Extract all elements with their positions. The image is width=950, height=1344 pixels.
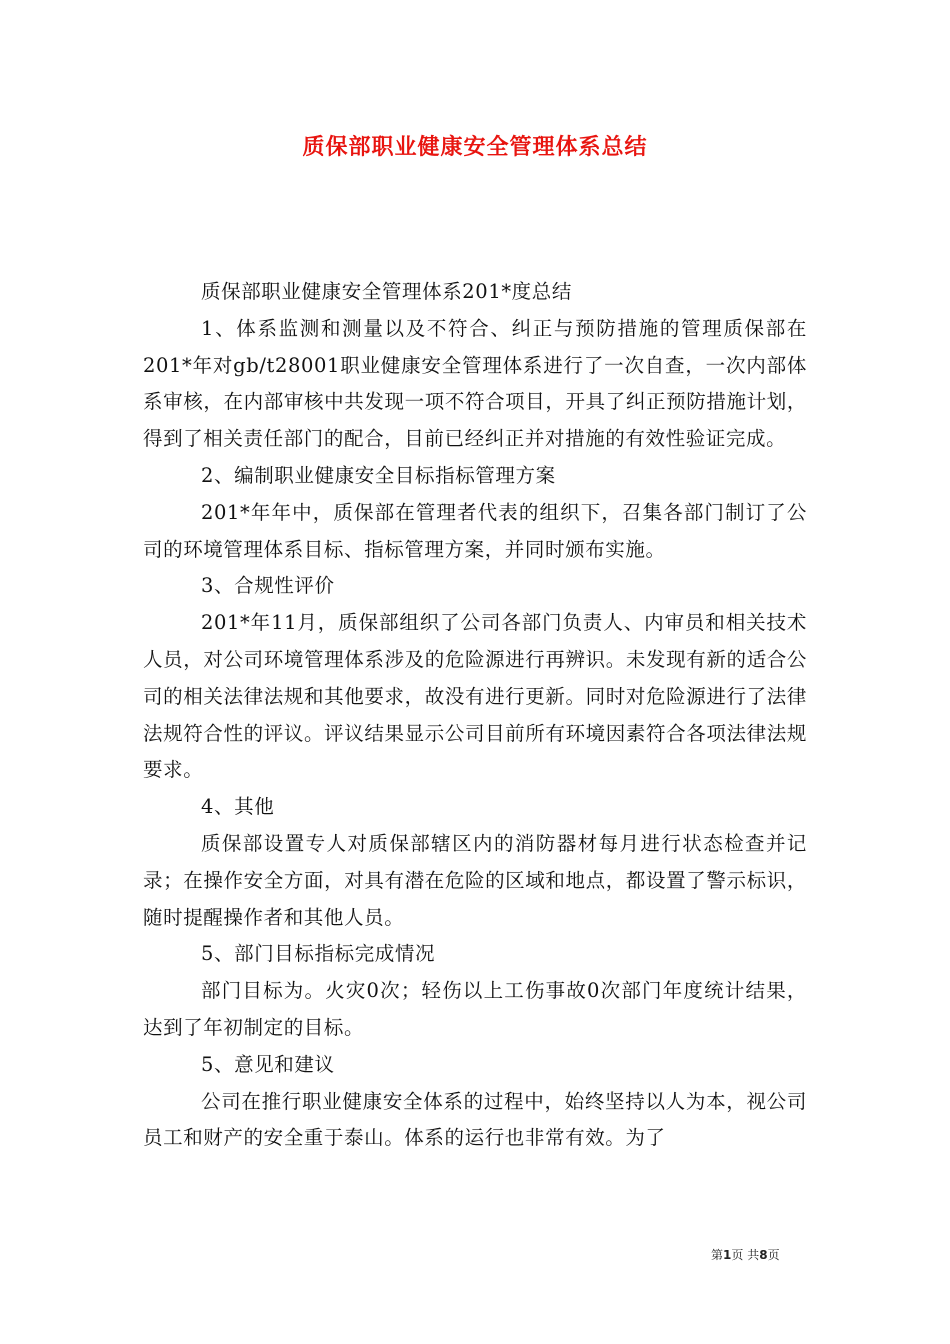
document-body (143, 274, 807, 1157)
page-footer (711, 1247, 811, 1263)
paragraph-section-1: 1、体系监测和测量以及不符合、纠正与预防措施的管理质保部在201*年对gb/t28001职业健康安全管理体系进行了一次自查，一次内部体系审核，在内部审核中共发现一项不符合项目，开具了纠正预防措施计划，得到了相关责任部门的配合，目前已经纠正并对措施的有效性验证完成。 (143, 316, 807, 451)
paragraph-section-2-heading: 2、编制职业健康安全目标指标管理方案 (201, 463, 556, 487)
paragraph-section-6-body: 公司在推行职业健康安全体系的过程中，始终坚持以人为本，视公司员工和财产的安全重于泰山。体系的运行也非常有效。为了 (143, 1089, 807, 1150)
paragraph-section-3-body: 201*年11月，质保部组织了公司各部门负责人、内审员和相关技术人员，对公司环境管理体系涉及的危险源进行再辨识。未发现有新的适合公司的相关法律法规和其他要求，故没有进行更新。同时对危险源进行了法律法规符合性的评议。评议结果显示公司目前所有环境因素符合各项法律法规要求。 (143, 611, 807, 782)
footer-middle: 页 共 (731, 1248, 760, 1262)
paragraph-section-4-heading: 4、其他 (201, 795, 275, 819)
paragraph-section-2-body: 201*年年中，质保部在管理者代表的组织下，召集各部门制订了公司的环境管理体系目标、指标管理方案，并同时颁布实施。 (143, 500, 807, 561)
paragraph-section-5-body: 部门目标为。火灾0次；轻伤以上工伤事故0次部门年度统计结果，达到了年初制定的目标。 (143, 979, 807, 1039)
paragraph-section-3-heading: 3、合规性评价 (201, 574, 335, 598)
paragraph-heading: 质保部职业健康安全管理体系201*度总结 (201, 280, 572, 303)
footer-page-number: 1 (723, 1248, 732, 1262)
footer-suffix: 页 (767, 1248, 780, 1262)
footer-total-pages: 8 (759, 1248, 768, 1262)
footer-prefix: 第 (711, 1248, 724, 1262)
paragraph-section-4-body: 质保部设置专人对质保部辖区内的消防器材每月进行状态检查并记录；在操作安全方面，对具有潜在危险的区域和地点，都设置了警示标识，随时提醒操作者和其他人员。 (143, 831, 807, 929)
document-title: 质保部职业健康安全管理体系总结 (302, 135, 648, 160)
paragraph-section-5-heading: 5、部门目标指标完成情况 (201, 942, 436, 966)
paragraph-section-6-heading: 5、意见和建议 (201, 1052, 335, 1076)
